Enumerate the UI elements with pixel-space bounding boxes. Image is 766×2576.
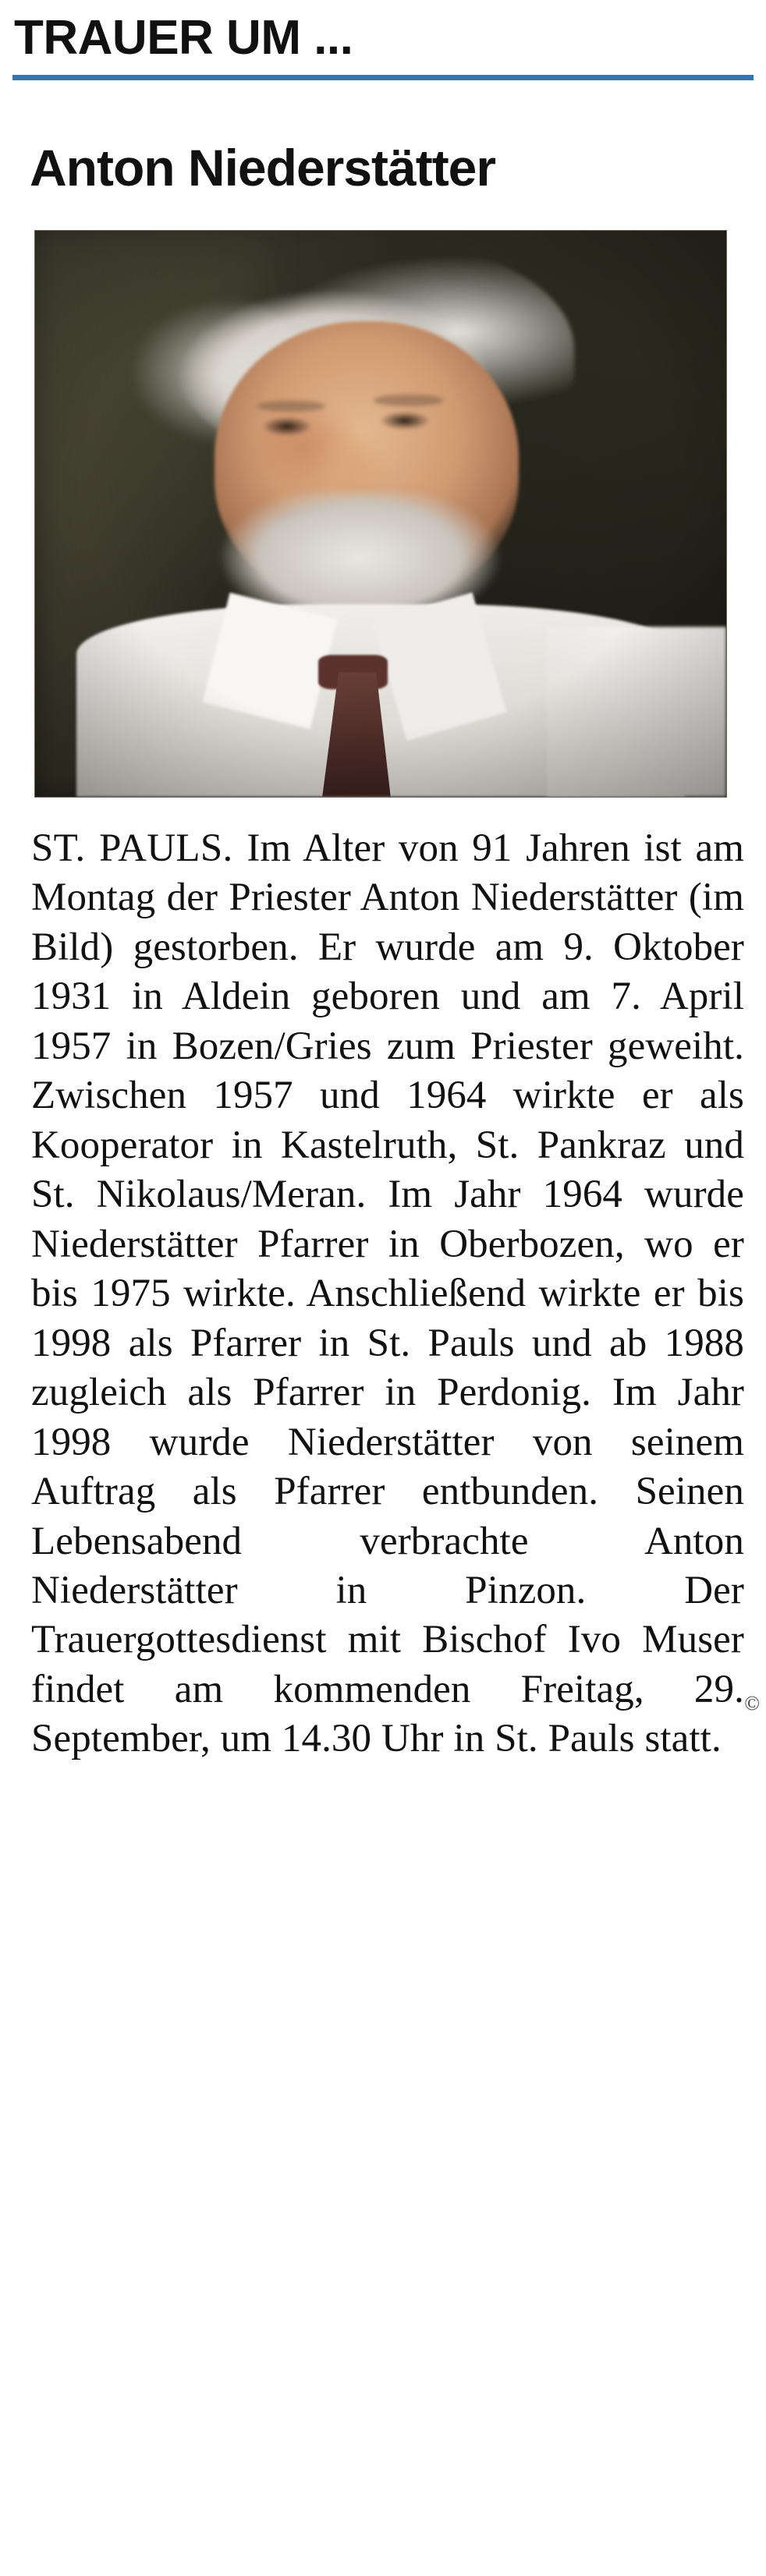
page-title: Anton Niederstätter — [30, 139, 496, 197]
section-divider — [12, 75, 754, 80]
article-body — [31, 824, 744, 1764]
portrait-photo — [34, 230, 727, 798]
photo-vignette — [35, 231, 726, 797]
section-kicker: TRAUER UM ... — [14, 11, 353, 65]
article-body-text: Im Alter von 91 Jahren ist am Montag der Priester Anton Niederstätter (im Bild) gestorben. Er wurde am 9. Oktober 1931 in Aldein geboren und am 7. April 1957 in Bozen/Gries zum Priester geweiht. Zwischen 1957 und 1964 wirkte er als Kooperator in Kastelruth, St. Pankraz und St. Nikolaus/Meran. Im Jahr 1964 wurde Niederstätter Pfarrer in Oberbozen, wo er bis 1975 wirkte. Anschließend wirkte er bis 1998 als Pfarrer in St. Pauls und ab 1988 zugleich als Pfarrer in Perdonig. Im Jahr 1998 wurde Niederstätter von seinem Auftrag als Pfarrer entbunden. Seinen Lebensabend verbrachte Anton Niederstätter in Pinzon. Der Trauergottesdienst mit Bischof Ivo Muser findet am kommenden Freitag, 29. September, um 14.30 Uhr in St. Pauls statt. — [31, 826, 744, 1761]
portrait-photo-frame — [34, 230, 727, 798]
copyright-icon: © — [744, 1692, 760, 1714]
dateline: ST. PAULS. — [31, 826, 247, 870]
